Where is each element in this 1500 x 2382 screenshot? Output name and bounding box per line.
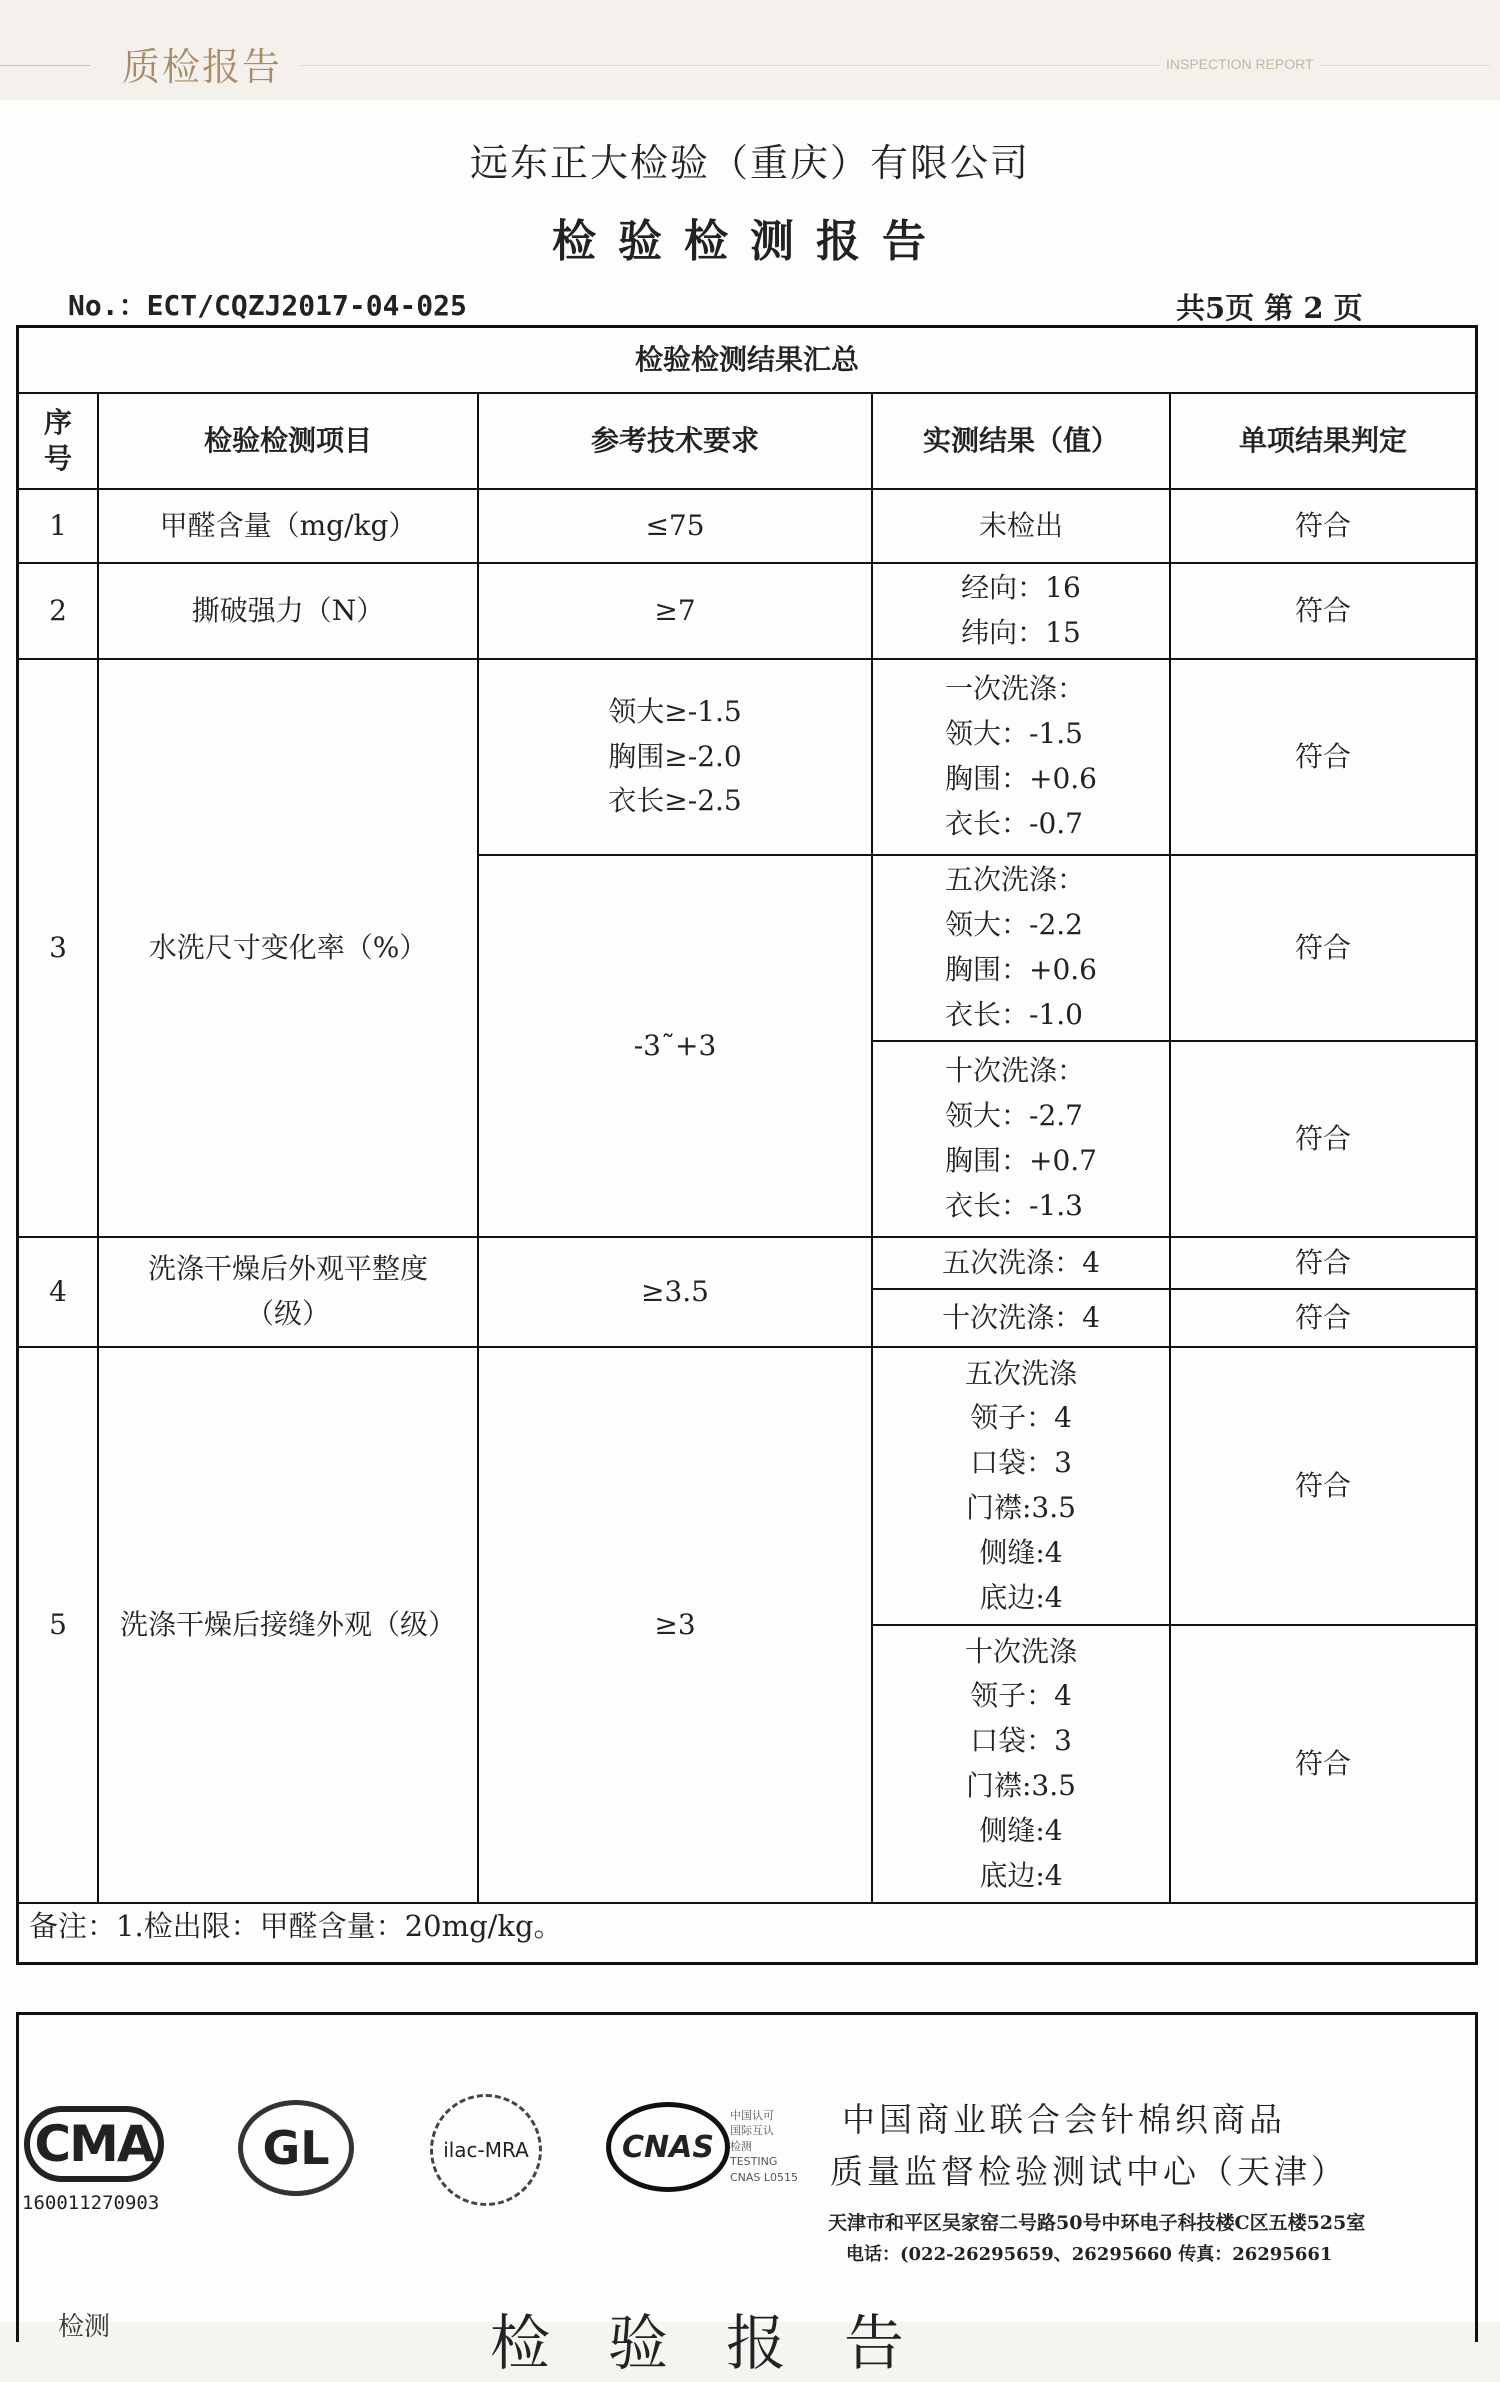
cnas-line-2: 检测 (730, 2139, 752, 2153)
header-item-text: 检验检测项目 (203, 423, 372, 457)
r4-seq-text: 4 (49, 1274, 67, 1308)
r4-item (99, 1238, 479, 1348)
r1-judgement-text: 符合 (1294, 508, 1351, 542)
r3-req-length: 衣长≥-2.5 (608, 784, 742, 818)
r4-judgement-b-text: 符合 (1294, 1300, 1351, 1334)
r2-judgement-text: 符合 (1294, 593, 1351, 627)
header-divider-left (0, 65, 90, 66)
r5-result-b-lines (965, 1630, 1077, 1899)
r3-result-a-lines (945, 667, 1097, 846)
header-result (873, 394, 1171, 490)
r5-requirement-text: ≥3 (654, 1607, 696, 1641)
r3-judgement-c-text: 符合 (1294, 1121, 1351, 1155)
r3-requirement-a (479, 660, 873, 856)
header-judgement (1171, 394, 1475, 490)
r5-judgement-b-text: 符合 (1294, 1746, 1351, 1780)
r1-result-text: 未检出 (978, 508, 1063, 542)
r3-result-b-l2: 胸围：+0.6 (945, 953, 1097, 986)
header-judgement-text: 单项结果判定 (1238, 423, 1407, 457)
r5-result-a-lines (965, 1352, 1077, 1621)
r4-result-b (873, 1290, 1171, 1348)
r3-judgement-c (1171, 1042, 1475, 1238)
r5-item (99, 1348, 479, 1904)
r1-requirement-text: ≤75 (645, 508, 705, 542)
r3-result-a-l0: 一次洗涤： (945, 672, 1086, 706)
r2-item (99, 564, 479, 660)
r3-judgement-b-text: 符合 (1294, 930, 1351, 964)
r5-result-a-l5: 底边:4 (979, 1580, 1063, 1614)
cnas-line-1: 国际互认 (730, 2124, 774, 2138)
r4-judgement-a (1171, 1238, 1475, 1290)
r5-item-text: 洗涤干燥后接缝外观（级） (119, 1607, 456, 1641)
header-seq (19, 394, 99, 490)
r3-requirement-a-lines (608, 690, 741, 824)
r5-judgement-a (1171, 1348, 1475, 1626)
r5-judgement-a-text: 符合 (1294, 1468, 1351, 1502)
r4-requirement-text: ≥3.5 (641, 1274, 709, 1308)
r5-result-a (873, 1348, 1171, 1626)
r5-result-b-l0: 十次洗涤 (964, 1634, 1077, 1668)
header-requirement-text: 参考技术要求 (590, 423, 759, 457)
r3-result-a-l3: 衣长：-0.7 (945, 806, 1083, 840)
r3-requirement-b (479, 856, 873, 1238)
r4-item-l0: 洗涤干燥后外观平整度 (147, 1252, 428, 1286)
report-title: 检验检测报告 (552, 216, 948, 267)
r2-result-lines (961, 566, 1081, 656)
r5-result-a-l4: 侧缝:4 (979, 1535, 1063, 1569)
r2-seq (19, 564, 99, 660)
r4-judgement-b (1171, 1290, 1475, 1348)
table-caption-text: 检验检测结果汇总 (634, 342, 859, 376)
r1-item (99, 490, 479, 564)
r3-result-c-l1: 领大：-2.7 (945, 1099, 1083, 1133)
r5-result-b-l5: 底边:4 (979, 1858, 1063, 1892)
r5-result-a-l2: 口袋：3 (970, 1446, 1072, 1480)
testing-center-phone: 电话：(022-26295659、26295660 传真：26295661 (846, 2244, 1333, 2265)
r4-seq (19, 1238, 99, 1348)
r2-seq-text: 2 (49, 593, 67, 627)
table-caption (19, 328, 1475, 394)
header-seq-text: 序号 (43, 405, 72, 475)
r3-judgement-b (1171, 856, 1475, 1042)
r3-result-c-l3: 衣长：-1.3 (945, 1188, 1083, 1222)
r3-result-a-l1: 领大：-1.5 (945, 717, 1083, 751)
r4-item-l1: （级） (245, 1297, 330, 1330)
r2-item-text: 撕破强力（N） (191, 593, 385, 627)
r4-item-lines (148, 1247, 428, 1337)
r3-result-b-l0: 五次洗涤： (945, 863, 1086, 897)
r5-result-a-l1: 领子：4 (970, 1401, 1072, 1435)
r3-judgement-a (1171, 660, 1475, 856)
r2-result-weft: 纬向：15 (961, 616, 1081, 649)
r3-item (99, 660, 479, 1238)
cnas-line-3: TESTING (730, 2155, 778, 2169)
r3-req-chest: 胸围≥-2.0 (608, 739, 742, 773)
table-note: 备注：1.检出限：甲醛含量：20mg/kg。 (29, 1909, 563, 1943)
testing-center-name-line2: 质量监督检验测试中心（天津） (830, 2152, 1348, 2191)
r2-requirement (479, 564, 873, 660)
cnas-line-0: 中国认可 (730, 2109, 774, 2122)
r3-judgement-a-text: 符合 (1294, 739, 1351, 773)
r3-result-c (873, 1042, 1171, 1238)
r5-result-a-l3: 门襟:3.5 (966, 1491, 1076, 1524)
r3-requirement-b-text: -3˜+3 (633, 1028, 717, 1062)
section-subtitle-en: INSPECTION REPORT (1160, 56, 1320, 72)
cnas-logo: CNAS (606, 2102, 730, 2192)
r3-result-c-lines (945, 1049, 1097, 1228)
r1-judgement (1171, 490, 1475, 564)
r3-item-text: 水洗尺寸变化率（%） (148, 930, 428, 964)
r5-seq (19, 1348, 99, 1904)
header-item (99, 394, 479, 490)
r3-seq (19, 660, 99, 1238)
r3-result-b-l3: 衣长：-1.0 (945, 997, 1083, 1031)
page-info: 共5页 第 2 页 (1176, 291, 1363, 325)
r5-result-b (873, 1626, 1171, 1904)
r3-result-a-l2: 胸围：+0.6 (945, 762, 1097, 795)
r4-result-b-text: 十次洗涤：4 (942, 1300, 1100, 1334)
header-result-text: 实测结果（值） (922, 423, 1119, 457)
r1-requirement (479, 490, 873, 564)
cnas-line-4: CNAS L0515 (730, 2170, 799, 2184)
r3-req-collar: 领大≥-1.5 (608, 694, 742, 728)
r1-result (873, 490, 1171, 564)
gl-logo: GL (238, 2100, 354, 2196)
r5-result-a-l0: 五次洗涤 (964, 1356, 1077, 1390)
company-name: 远东正大检验（重庆）有限公司 (469, 141, 1030, 185)
header-requirement (479, 394, 873, 490)
r3-seq-text: 3 (49, 930, 67, 964)
r5-judgement-b (1171, 1626, 1475, 1904)
r3-result-b-l1: 领大：-2.2 (945, 908, 1083, 942)
cma-code: 160011270903 (22, 2192, 160, 2214)
r2-result-warp: 经向：16 (961, 571, 1081, 605)
r1-seq-text: 1 (49, 508, 67, 542)
ilac-mra-logo: ilac-MRA (430, 2094, 542, 2206)
r5-seq-text: 5 (49, 1607, 67, 1641)
testing-center-address: 天津市和平区吴家窑二号路50号中环电子科技楼C区五楼525室 (828, 2212, 1366, 2234)
r1-item-text: 甲醛含量（mg/kg） (159, 508, 417, 542)
r3-result-c-l2: 胸围：+0.7 (945, 1144, 1097, 1177)
results-table (16, 325, 1478, 1965)
report-number: No.：ECT/CQZJ2017-04-025 (68, 289, 467, 322)
r2-result (873, 564, 1171, 660)
next-page-title: 检验报告 (490, 2309, 962, 2379)
r5-result-b-l3: 门襟:3.5 (966, 1769, 1076, 1802)
r3-result-b (873, 856, 1171, 1042)
r5-result-b-l1: 领子：4 (970, 1679, 1072, 1713)
r3-result-c-l0: 十次洗涤： (945, 1054, 1086, 1088)
r2-requirement-text: ≥7 (654, 593, 696, 627)
r3-result-a (873, 660, 1171, 856)
r5-requirement (479, 1348, 873, 1904)
r4-requirement (479, 1238, 873, 1348)
cnas-text-block (730, 2108, 830, 2185)
section-title: 质检报告 (110, 36, 294, 91)
r5-result-b-l2: 口袋：3 (970, 1724, 1072, 1758)
r2-judgement (1171, 564, 1475, 660)
r4-judgement-a-text: 符合 (1294, 1245, 1351, 1279)
r4-result-a (873, 1238, 1171, 1290)
r1-seq (19, 490, 99, 564)
cma-logo: CMA (24, 2106, 164, 2182)
testing-center-name-line1: 中国商业联合会针棉织商品 (842, 2100, 1286, 2139)
next-page-label: 检测 (58, 2312, 111, 2342)
r4-result-a-text: 五次洗涤：4 (942, 1245, 1100, 1279)
r3-result-b-lines (945, 858, 1097, 1037)
r5-result-b-l4: 侧缝:4 (979, 1813, 1063, 1847)
